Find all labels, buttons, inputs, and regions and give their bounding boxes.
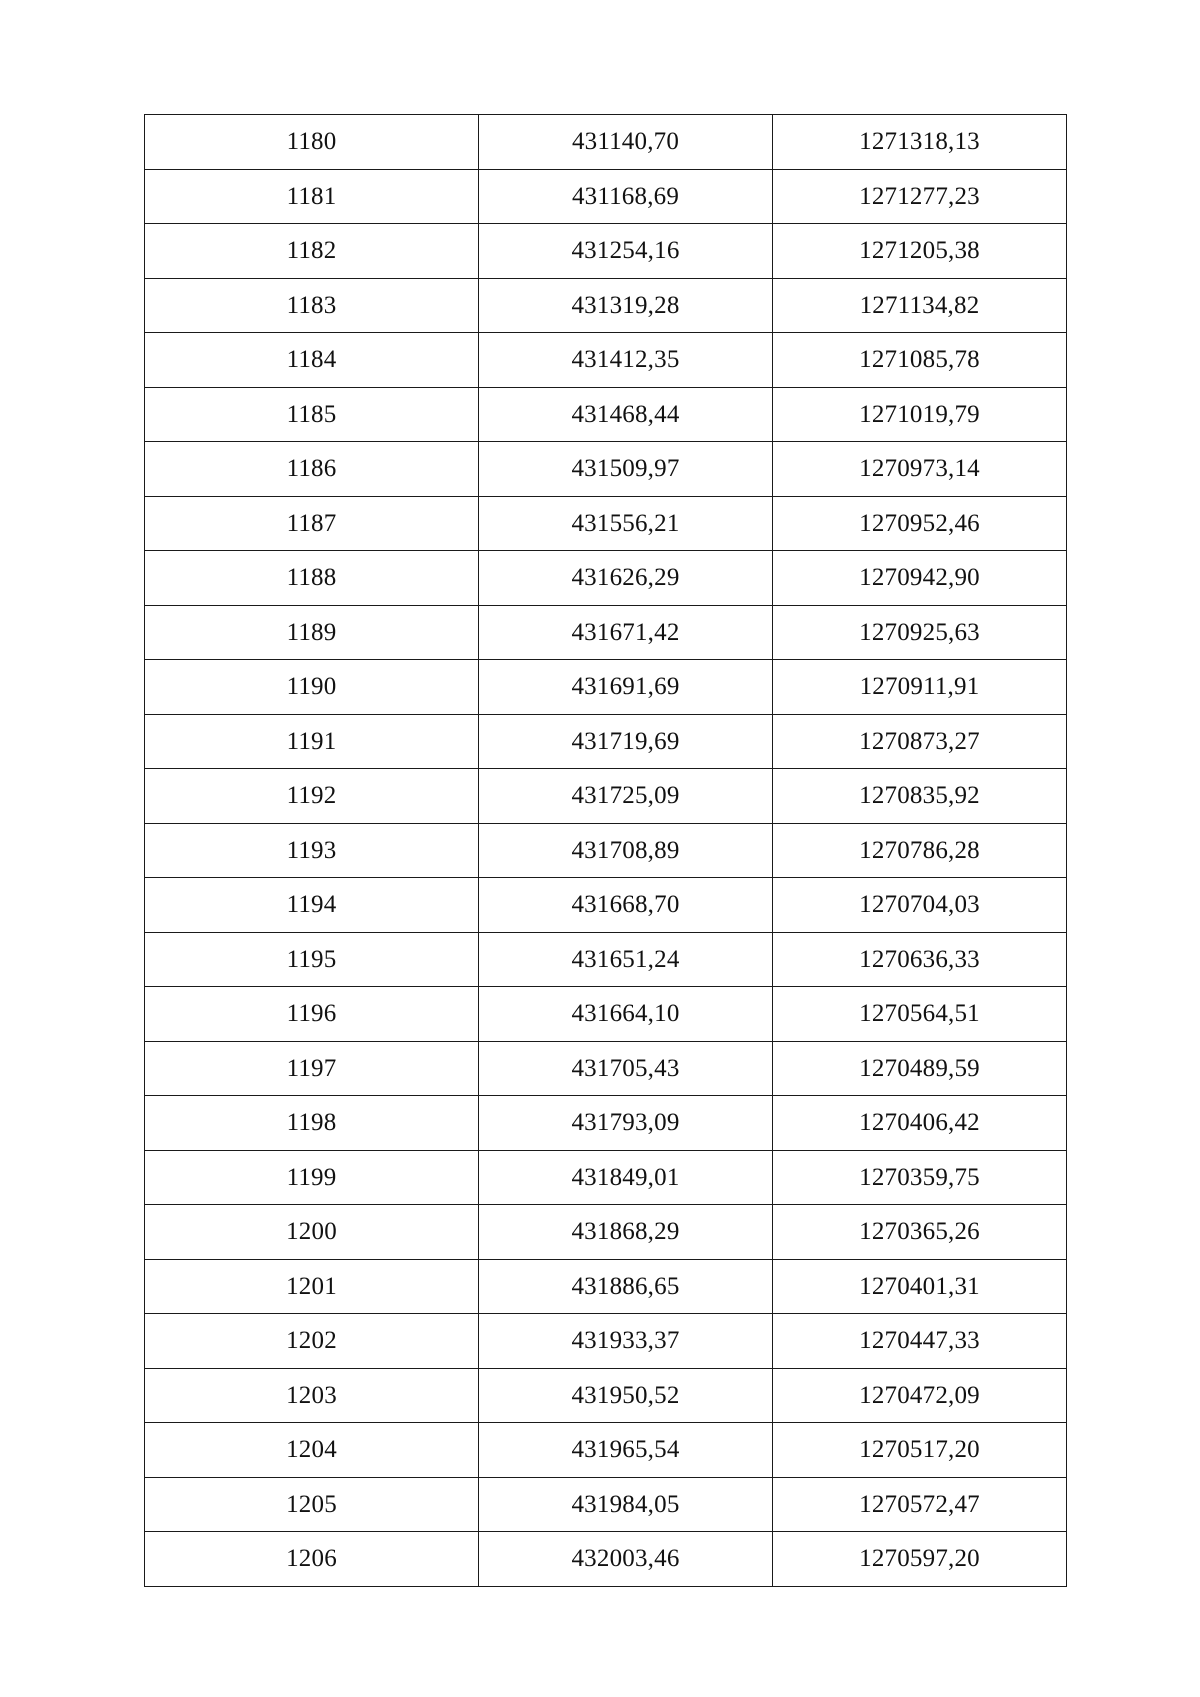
table-row	[145, 496, 1067, 551]
y-coordinate-cell: 1270489,59	[773, 1041, 1067, 1096]
x-coordinate-cell: 431626,29	[479, 551, 773, 606]
y-coordinate-cell: 1270597,20	[773, 1532, 1067, 1587]
x-coordinate-cell: 431412,35	[479, 333, 773, 388]
x-coordinate-cell: 432003,46	[479, 1532, 773, 1587]
point-number-cell: 1185	[145, 387, 479, 442]
y-coordinate-cell: 1270359,75	[773, 1150, 1067, 1205]
x-coordinate-cell: 431793,09	[479, 1096, 773, 1151]
x-coordinate-cell: 431509,97	[479, 442, 773, 497]
y-coordinate-cell: 1270835,92	[773, 769, 1067, 824]
y-coordinate-cell: 1270365,26	[773, 1205, 1067, 1260]
table-row	[145, 278, 1067, 333]
x-coordinate-cell: 431705,43	[479, 1041, 773, 1096]
x-coordinate-cell: 431965,54	[479, 1423, 773, 1478]
point-number-cell: 1194	[145, 878, 479, 933]
x-coordinate-cell: 431468,44	[479, 387, 773, 442]
table-row	[145, 1041, 1067, 1096]
point-number-cell: 1201	[145, 1259, 479, 1314]
point-number-cell: 1189	[145, 605, 479, 660]
table-row	[145, 224, 1067, 279]
y-coordinate-cell: 1270704,03	[773, 878, 1067, 933]
table-row	[145, 333, 1067, 388]
table-row	[145, 1150, 1067, 1205]
table-row	[145, 1259, 1067, 1314]
table-row	[145, 1314, 1067, 1369]
y-coordinate-cell: 1270973,14	[773, 442, 1067, 497]
x-coordinate-cell: 431868,29	[479, 1205, 773, 1260]
point-number-cell: 1180	[145, 115, 479, 170]
point-number-cell: 1199	[145, 1150, 479, 1205]
y-coordinate-cell: 1271134,82	[773, 278, 1067, 333]
point-number-cell: 1183	[145, 278, 479, 333]
x-coordinate-cell: 431708,89	[479, 823, 773, 878]
table-row	[145, 442, 1067, 497]
x-coordinate-cell: 431664,10	[479, 987, 773, 1042]
table-row	[145, 551, 1067, 606]
x-coordinate-cell: 431668,70	[479, 878, 773, 933]
table-row	[145, 1532, 1067, 1587]
table-row	[145, 1368, 1067, 1423]
x-coordinate-cell: 431719,69	[479, 714, 773, 769]
point-number-cell: 1205	[145, 1477, 479, 1532]
table-row	[145, 714, 1067, 769]
point-number-cell: 1206	[145, 1532, 479, 1587]
point-number-cell: 1200	[145, 1205, 479, 1260]
point-number-cell: 1191	[145, 714, 479, 769]
y-coordinate-cell: 1271019,79	[773, 387, 1067, 442]
coordinates-table	[144, 114, 1067, 1587]
table-row	[145, 605, 1067, 660]
point-number-cell: 1204	[145, 1423, 479, 1478]
point-number-cell: 1187	[145, 496, 479, 551]
point-number-cell: 1184	[145, 333, 479, 388]
point-number-cell: 1196	[145, 987, 479, 1042]
x-coordinate-cell: 431691,69	[479, 660, 773, 715]
point-number-cell: 1188	[145, 551, 479, 606]
x-coordinate-cell: 431984,05	[479, 1477, 773, 1532]
x-coordinate-cell: 431725,09	[479, 769, 773, 824]
y-coordinate-cell: 1271277,23	[773, 169, 1067, 224]
point-number-cell: 1181	[145, 169, 479, 224]
table-row	[145, 769, 1067, 824]
table-row	[145, 115, 1067, 170]
y-coordinate-cell: 1270472,09	[773, 1368, 1067, 1423]
y-coordinate-cell: 1270952,46	[773, 496, 1067, 551]
point-number-cell: 1192	[145, 769, 479, 824]
y-coordinate-cell: 1271085,78	[773, 333, 1067, 388]
y-coordinate-cell: 1270447,33	[773, 1314, 1067, 1369]
y-coordinate-cell: 1270517,20	[773, 1423, 1067, 1478]
y-coordinate-cell: 1270942,90	[773, 551, 1067, 606]
table-row	[145, 1423, 1067, 1478]
y-coordinate-cell: 1270564,51	[773, 987, 1067, 1042]
y-coordinate-cell: 1270406,42	[773, 1096, 1067, 1151]
y-coordinate-cell: 1270911,91	[773, 660, 1067, 715]
table-row	[145, 932, 1067, 987]
point-number-cell: 1186	[145, 442, 479, 497]
table-row	[145, 987, 1067, 1042]
y-coordinate-cell: 1271318,13	[773, 115, 1067, 170]
x-coordinate-cell: 431319,28	[479, 278, 773, 333]
point-number-cell: 1197	[145, 1041, 479, 1096]
point-number-cell: 1182	[145, 224, 479, 279]
y-coordinate-cell: 1270925,63	[773, 605, 1067, 660]
table-row	[145, 169, 1067, 224]
y-coordinate-cell: 1270572,47	[773, 1477, 1067, 1532]
point-number-cell: 1202	[145, 1314, 479, 1369]
y-coordinate-cell: 1271205,38	[773, 224, 1067, 279]
table-row	[145, 1096, 1067, 1151]
point-number-cell: 1203	[145, 1368, 479, 1423]
table-row	[145, 660, 1067, 715]
point-number-cell: 1190	[145, 660, 479, 715]
y-coordinate-cell: 1270873,27	[773, 714, 1067, 769]
x-coordinate-cell: 431651,24	[479, 932, 773, 987]
x-coordinate-cell: 431168,69	[479, 169, 773, 224]
x-coordinate-cell: 431933,37	[479, 1314, 773, 1369]
x-coordinate-cell: 431254,16	[479, 224, 773, 279]
y-coordinate-cell: 1270786,28	[773, 823, 1067, 878]
point-number-cell: 1195	[145, 932, 479, 987]
x-coordinate-cell: 431849,01	[479, 1150, 773, 1205]
x-coordinate-cell: 431556,21	[479, 496, 773, 551]
table-row	[145, 1205, 1067, 1260]
x-coordinate-cell: 431950,52	[479, 1368, 773, 1423]
table-row	[145, 387, 1067, 442]
y-coordinate-cell: 1270401,31	[773, 1259, 1067, 1314]
coordinates-table-body	[145, 115, 1067, 1587]
table-row	[145, 878, 1067, 933]
point-number-cell: 1198	[145, 1096, 479, 1151]
x-coordinate-cell: 431886,65	[479, 1259, 773, 1314]
x-coordinate-cell: 431671,42	[479, 605, 773, 660]
point-number-cell: 1193	[145, 823, 479, 878]
y-coordinate-cell: 1270636,33	[773, 932, 1067, 987]
table-row	[145, 823, 1067, 878]
x-coordinate-cell: 431140,70	[479, 115, 773, 170]
table-row	[145, 1477, 1067, 1532]
